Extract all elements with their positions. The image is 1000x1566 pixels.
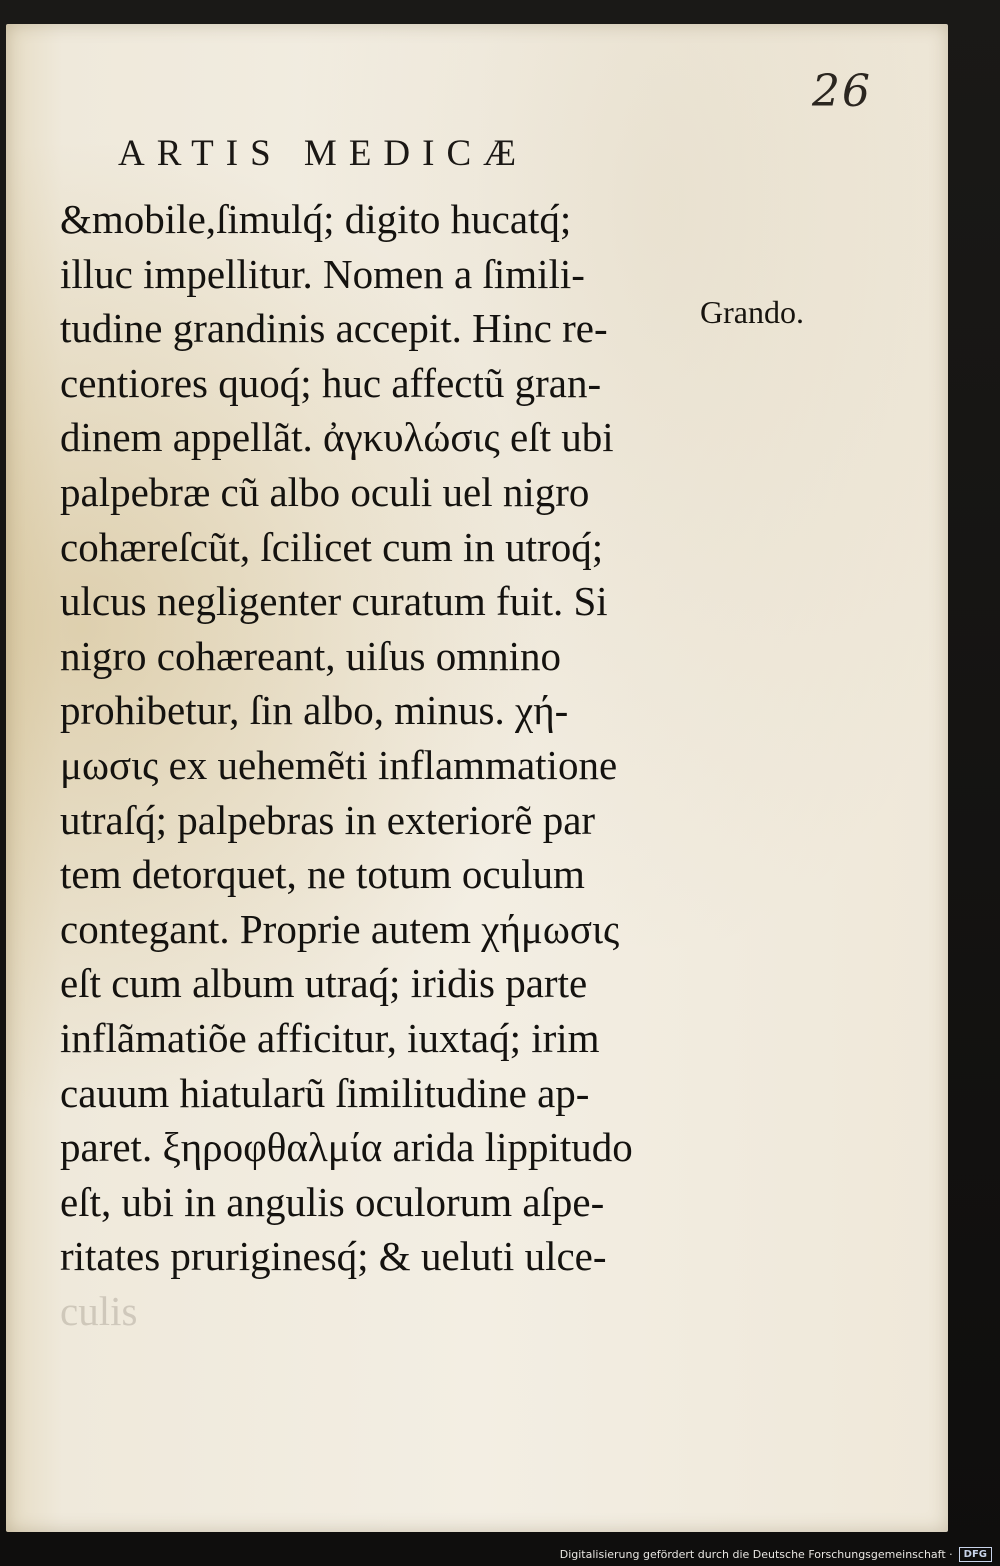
text-line: contegant. Proprie autem χήμωσις (60, 905, 620, 952)
text-line: cohæreſcũt, ſcilicet cum in utroq́; (60, 523, 604, 570)
footer-credit: Digitalisierung gefördert durch die Deutsche Forschungsgemeinschaft · (559, 1548, 953, 1561)
text-line: eſt, ubi in angulis oculorum aſpe- (60, 1178, 605, 1225)
text-line: dinem appellãt. ἀγκυλώσις eſt ubi (60, 414, 614, 461)
catchword: culis (60, 1287, 138, 1334)
marginal-note: Grando. (700, 294, 804, 330)
running-head: ARTIS MEDICÆ (118, 133, 529, 174)
text-line: μωσις ex uehemẽti inflammatione (60, 741, 618, 788)
text-line: paret. ξηροφθαλμία arida lippitudo (60, 1124, 633, 1171)
text-line: inflãmatiõe afficitur, iuxtaq́; irim (60, 1014, 600, 1061)
text-line: eſt cum album utraq́; iridis parte (60, 960, 588, 1007)
text-line: centiores quoq́; huc affectũ gran- (60, 359, 602, 406)
text-line: palpebræ cũ albo oculi uel nigro (60, 468, 590, 515)
text-line: tem detorquet, ne totum oculum (60, 851, 585, 898)
text-line: prohibetur, ſin albo, minus. χή- (60, 687, 569, 734)
page-number: 26 (812, 66, 872, 117)
text-line: cauum hiatularũ ſimilitudine ap- (60, 1069, 590, 1116)
text-line: ulcus negligenter curatum fuit. Si (60, 578, 608, 625)
text-line: &mobile,ſimulq́; digito hucatq́; (60, 196, 572, 242)
text-line: tudine grandinis accepit. Hinc re- (60, 305, 608, 352)
main-text-block (60, 192, 688, 1338)
text-line: ritates pruriginesq́; & ueluti ulce- (60, 1233, 607, 1280)
text-line: utraſq́; palpebras in exteriorẽ par (60, 796, 596, 843)
digitization-footer (560, 1547, 992, 1562)
text-line: nigro cohæreant, uiſus omnino (60, 632, 562, 679)
text-line: illuc impellitur. Nomen a ſimili- (60, 250, 585, 297)
book-page (6, 24, 948, 1532)
dfg-logo-icon: DFG (959, 1547, 992, 1562)
